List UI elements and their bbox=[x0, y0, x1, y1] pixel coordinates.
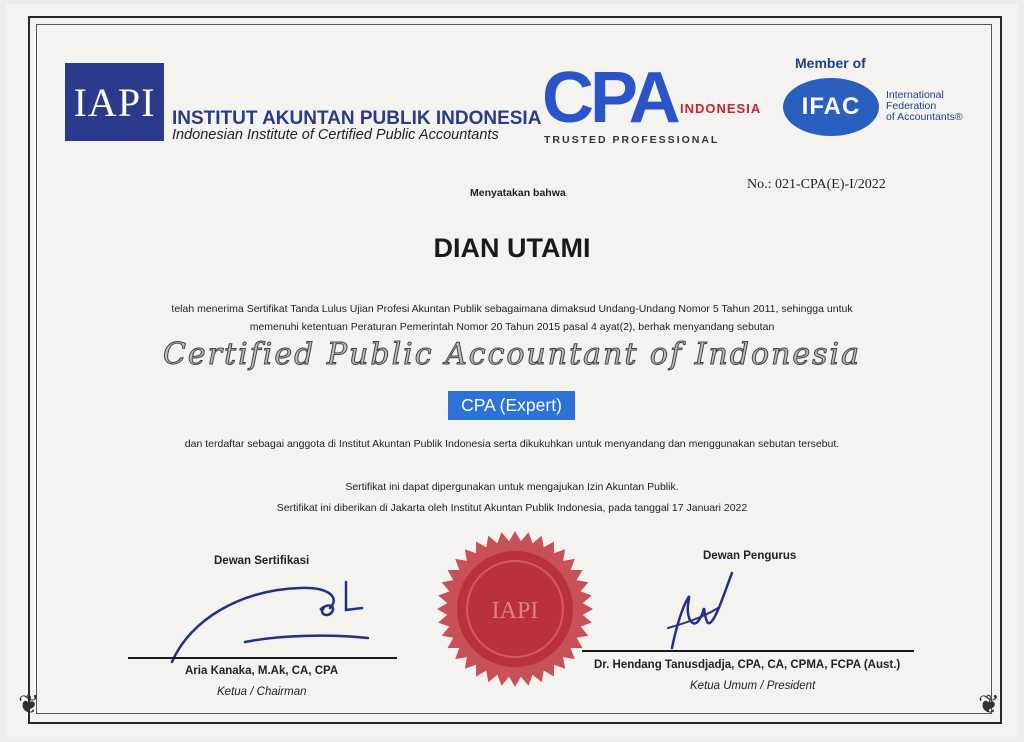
iapi-seal bbox=[436, 530, 594, 688]
body-paragraph-2: memenuhi ketentuan Peraturan Pemerintah Nomor 20 Tahun 2015 pasal 4 ayat(2), berhak menyandang sebutan bbox=[249, 321, 775, 333]
issuer-name: INSTITUT AKUNTAN PUBLIK INDONESIA bbox=[172, 108, 542, 129]
right-signatory-board: Dewan Pengurus bbox=[703, 550, 797, 562]
cpa-logo-country: INDONESIA bbox=[680, 101, 762, 116]
ifac-name-line: Federation bbox=[886, 100, 937, 112]
body-paragraph-3: dan terdaftar sebagai anggota di Institut Akuntan Publik Indonesia serta dikukuhkan untuk menyandang dan menggunakan sebutan tersebut. bbox=[184, 438, 840, 450]
left-signatory-title: Ketua / Chairman bbox=[217, 686, 307, 698]
designation-badge bbox=[448, 391, 575, 420]
left-signatory-name: Aria Kanaka, M.Ak, CA, CPA bbox=[185, 665, 339, 677]
left-signature-line bbox=[128, 657, 397, 659]
left-signature-image bbox=[160, 580, 370, 665]
iapi-logo-text: IAPI bbox=[73, 79, 156, 125]
corner-ornament-icon: ❦ bbox=[18, 690, 40, 720]
right-signature-image bbox=[662, 568, 742, 653]
ifac-member-label: Member of bbox=[795, 55, 866, 71]
corner-ornament-icon: ❦ bbox=[978, 690, 1000, 720]
cpa-logo-letters: CPA bbox=[542, 58, 677, 138]
holder-name: DIAN UTAMI bbox=[433, 233, 591, 263]
iapi-logo bbox=[65, 63, 164, 141]
ifac-full-name bbox=[886, 90, 963, 123]
right-signatory-name: Dr. Hendang Tanusdjadja, CPA, CA, CPMA, FCPA (Aust.) bbox=[594, 659, 901, 671]
ifac-name-line: International bbox=[886, 89, 944, 101]
body-paragraph-4: Sertifikat ini dapat dipergunakan untuk mengajukan Izin Akuntan Publik. bbox=[345, 481, 679, 493]
certified-title: Certified Public Accountant of Indonesia bbox=[162, 337, 862, 372]
declaration-heading: Menyatakan bahwa bbox=[470, 187, 566, 199]
ifac-logo-text: IFAC bbox=[801, 93, 861, 120]
issuer-name-english: Indonesian Institute of Certified Public Accountants bbox=[172, 127, 499, 143]
body-paragraph-1: telah menerima Sertifikat Tanda Lulus Ujian Profesi Akuntan Publik sebagaimana dimaksud Undang-Undang Nomor 5 Tahun 2011, sehingga untuk bbox=[171, 303, 853, 315]
right-signature-line bbox=[582, 650, 914, 652]
left-signatory-board: Dewan Sertifikasi bbox=[214, 555, 310, 567]
certificate-number: No.: 021-CPA(E)-I/2022 bbox=[747, 177, 886, 192]
ifac-logo bbox=[783, 78, 879, 136]
cpa-indonesia-logo bbox=[542, 58, 764, 150]
ifac-name-line: of Accountants® bbox=[886, 111, 963, 123]
cpa-logo-tagline: TRUSTED PROFESSIONAL bbox=[544, 134, 720, 146]
right-signatory-title: Ketua Umum / President bbox=[690, 680, 816, 692]
designation-text: CPA (Expert) bbox=[461, 395, 562, 415]
issue-statement: Sertifikat ini diberikan di Jakarta oleh Institut Akuntan Publik Indonesia, pada tanggal 17 Januari 2022 bbox=[276, 502, 748, 514]
seal-text: IAPI bbox=[491, 598, 539, 624]
